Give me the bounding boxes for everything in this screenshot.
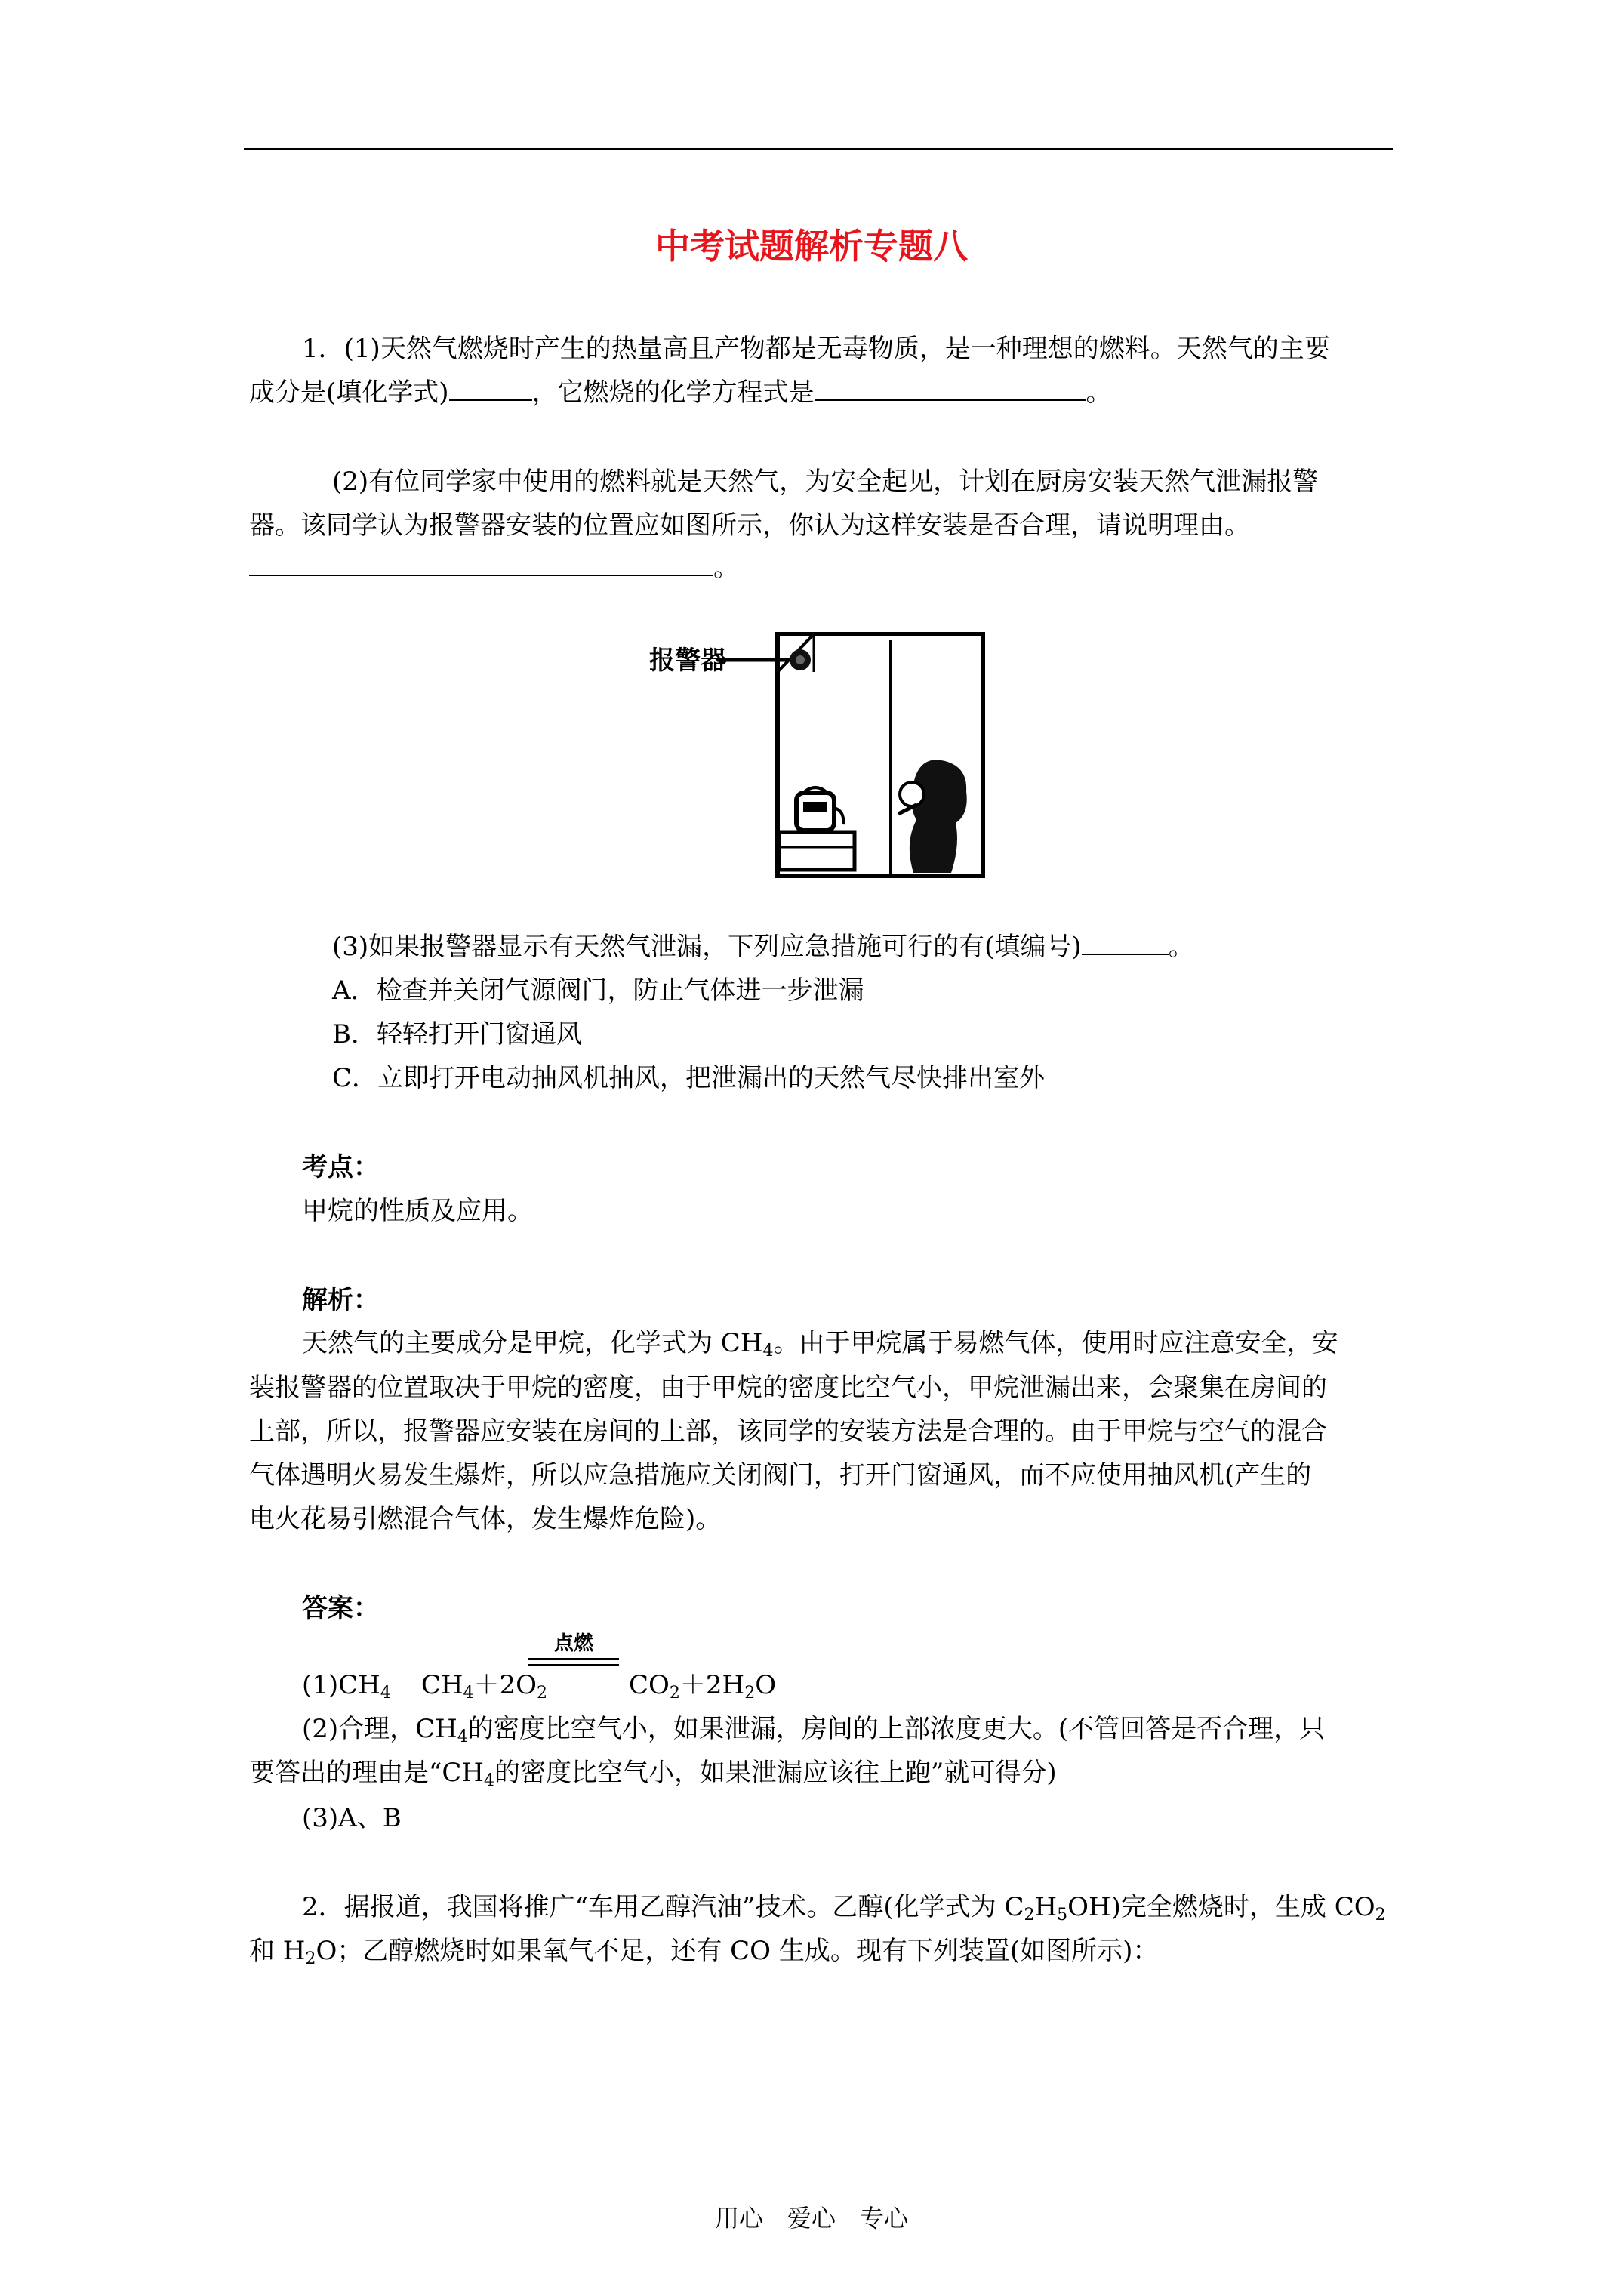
condition-label: 点燃 <box>553 1632 593 1655</box>
q2-line2 <box>249 1934 1158 1976</box>
reason-blank[interactable] <box>249 552 713 576</box>
answer-1 <box>302 1669 776 1710</box>
alarm-label: 报警器 <box>649 646 726 676</box>
sub-4: 4 <box>484 1771 495 1790</box>
sub-2: 2 <box>669 1684 680 1703</box>
sub-4: 4 <box>457 1727 468 1746</box>
header-rule <box>244 148 1393 150</box>
jiexi-line3: 上部，所以，报警器应安装在房间的上部，该同学的安装方法是合理的。由于甲烷与空气的混合 <box>249 1416 1327 1447</box>
q1-part3-end: 。 <box>1168 932 1194 962</box>
q1-part2-line3-end: 。 <box>713 553 739 583</box>
page-title: 中考试题解析专题八 <box>655 226 968 267</box>
equation-blank[interactable] <box>815 377 1086 401</box>
answer-2-c: 要答出的理由是“CH <box>249 1758 485 1788</box>
formula-blank[interactable] <box>449 377 532 401</box>
jiexi-line4: 气体遇明火易发生爆炸，所以应急措施应关闭阀门，打开门窗通风，而不应使用抽风机(产生的 <box>249 1460 1312 1490</box>
jiexi-line5: 电火花易引燃混合气体，发生爆炸危险)。 <box>249 1504 722 1534</box>
q2-line1 <box>302 1891 1386 1932</box>
jiexi-line1-b: 。由于甲烷属于易燃气体，使用时应注意安全，安 <box>773 1328 1338 1358</box>
sub-4: 4 <box>380 1684 391 1703</box>
answer-1-b: CH <box>420 1670 463 1700</box>
sub-5: 5 <box>1057 1906 1068 1925</box>
jiexi-heading: 解析： <box>302 1285 379 1315</box>
q1-part2-line1: (2)有位同学家中使用的燃料就是天然气，为安全起见，计划在厨房安装天然气泄漏报警 <box>332 467 1319 497</box>
answer-1-a: (1)CH <box>302 1670 380 1700</box>
q2-line1-a: 2．据报道，我国将推广“车用乙醇汽油”技术。乙醇(化学式为 C <box>302 1892 1024 1922</box>
sub-4: 4 <box>762 1342 774 1361</box>
option-b: B．轻轻打开门窗通风 <box>332 1019 582 1049</box>
equals-double-line-2 <box>528 1664 619 1666</box>
answer-3: (3)A、B <box>302 1803 402 1833</box>
answer-2-d: 的密度比空气小，如果泄漏应该往上跑”就可得分) <box>494 1758 1057 1788</box>
answer-1-c: ＋2O <box>473 1670 537 1700</box>
sub-2: 2 <box>1375 1906 1386 1925</box>
q1-line2 <box>249 376 1112 409</box>
sub-2: 2 <box>1024 1906 1035 1925</box>
option-c: C．立即打开电动抽风机抽风，把泄漏出的天然气尽快排出室外 <box>332 1063 1046 1093</box>
alarm-figure <box>642 627 989 883</box>
answer-1-e: ＋2H <box>679 1670 745 1700</box>
sub-4: 4 <box>463 1684 474 1703</box>
kaodian-text: 甲烷的性质及应用。 <box>302 1196 533 1226</box>
answer-1-f: O <box>755 1670 777 1700</box>
sub-2: 2 <box>744 1684 756 1703</box>
q1-line1: 1．(1)天然气燃烧时产生的热量高且产物都是无毒物质，是一种理想的燃料。天然气的主要 <box>302 334 1330 364</box>
reaction-condition <box>528 1632 619 1666</box>
q1-part3-text: (3)如果报警器显示有天然气泄漏，下列应急措施可行的有(填编号) <box>332 932 1082 962</box>
q2-line2-b: O；乙醇燃烧时如果氧气不足，还有 CO 生成。现有下列装置(如图所示)： <box>316 1936 1159 1966</box>
answer-heading: 答案： <box>302 1593 379 1623</box>
q1-part2-line3 <box>249 551 739 584</box>
answer-2-b: 的密度比空气小，如果泄漏，房间的上部浓度更大。(不管回答是否合理，只 <box>467 1714 1326 1744</box>
sub-2: 2 <box>305 1949 316 1968</box>
jiexi-line2: 装报警器的位置取决于甲烷的密度，由于甲烷的密度比空气小，甲烷泄漏出来，会聚集在房间的 <box>249 1373 1327 1403</box>
jiexi-line1 <box>302 1327 1338 1368</box>
q1-part3 <box>332 930 1194 963</box>
q1-line2-text-a: 成分是(填化学式) <box>249 378 449 408</box>
kaodian-heading: 考点： <box>302 1152 379 1182</box>
answer-2-a: (2)合理，CH <box>302 1714 457 1744</box>
jiexi-line1-a: 天然气的主要成分是甲烷，化学式为 CH <box>302 1328 763 1358</box>
sub-2: 2 <box>537 1684 548 1703</box>
q1-part2-line2: 器。该同学认为报警器安装的位置应如图所示，你认为这样安装是否合理，请说明理由。 <box>249 510 1250 541</box>
answer-2-line1 <box>302 1712 1325 1754</box>
option-blank[interactable] <box>1082 931 1169 955</box>
option-a: A．检查并关闭气源阀门，防止气体进一步泄漏 <box>332 975 864 1006</box>
answer-2-line2 <box>249 1756 1057 1798</box>
q2-line1-b: H <box>1034 1892 1058 1922</box>
footer: 用心 爱心 专心 <box>714 2204 908 2233</box>
q1-line2-text-b: ，它燃烧的化学方程式是 <box>531 378 815 408</box>
equals-double-line <box>528 1658 619 1660</box>
q1-line2-text-c: 。 <box>1086 378 1112 408</box>
answer-1-d: CO <box>629 1670 670 1700</box>
q2-line2-a: 和 H <box>249 1936 306 1966</box>
q2-line1-c: OH)完全燃烧时，生成 CO <box>1067 1892 1375 1922</box>
